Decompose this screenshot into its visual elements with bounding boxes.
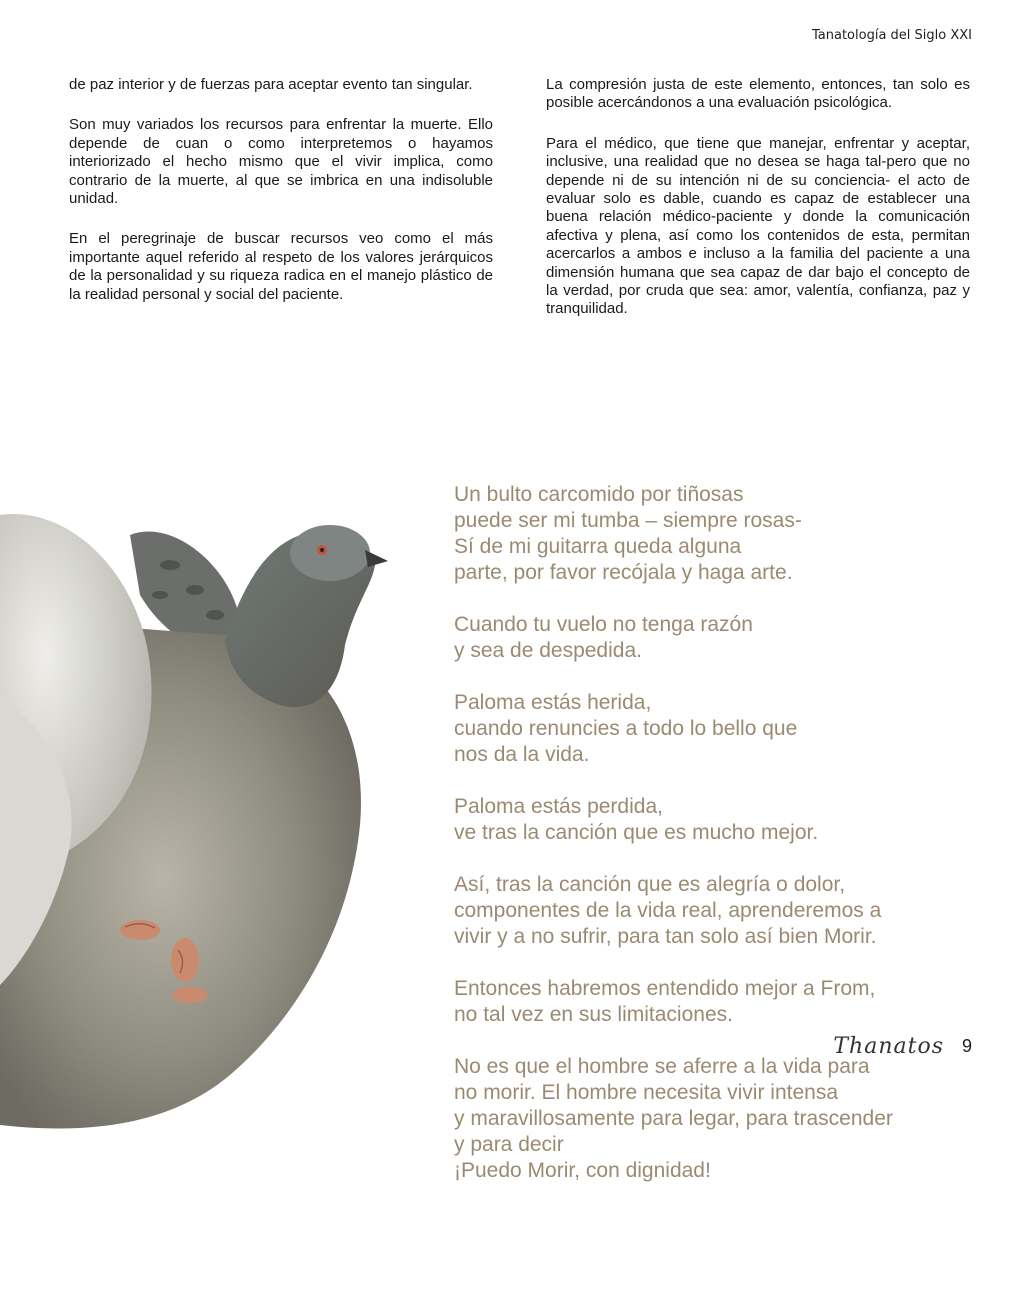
poem-line: vivir y a no sufrir, para tan solo así bien Morir. [454,925,877,948]
poem-line: ve tras la canción que es mucho mejor. [454,821,819,844]
poem-stanza [454,794,994,846]
running-header: Tanatología del Siglo XXI [812,28,972,43]
poem-line: no tal vez en sus limitaciones. [454,1003,733,1026]
poem-line: componentes de la vida real, aprenderemos a [454,899,882,922]
poem-stanza [454,976,994,1028]
poem-line: Así, tras la canción que es alegría o dolor, [454,873,846,896]
poem-stanza [454,482,994,586]
paragraph: Para el médico, que tiene que manejar, enfrentar y aceptar, inclusive, una realidad que no desea se haga tal-pero que no depende ni de su intención ni de su conciencia- el acto de evaluar solo es dable, cuando es capaz de establecer una buena relación médico-paciente y donde la comunicación afectiva y plena, así como los contenidos de esta, permitan acercarlos a ambos e incluso a la familia del paciente a una dimensión humana que sea capaz de dar bajo el concepto de la verdad, por cruda que sea: amor, valentía, confianza, paz y tranquilidad. [546,134,970,318]
paragraph: La compresión justa de este elemento, entonces, tan solo es posible acercándonos a una evaluación psicológica. [546,76,970,112]
pigeon-illustration [0,495,400,1155]
paragraph: En el peregrinaje de buscar recursos veo como el más importante aquel referido al respeto de los valores jerárquicos de la personalidad y su riqueza radica en el manejo plástico de la realidad personal y social del paciente. [69,230,493,303]
poem [454,482,994,1210]
paragraph: de paz interior y de fuerzas para aceptar evento tan singular. [69,76,473,93]
poem-line: Paloma estás herida, [454,691,652,714]
poem-line: Paloma estás perdida, [454,795,663,818]
poem-line: Entonces habremos entendido mejor a From, [454,977,876,1000]
left-column [69,76,493,326]
poem-line: No es que el hombre se aferre a la vida para [454,1055,870,1078]
poem-line: Sí de mi guitarra queda alguna [454,535,742,558]
poem-stanza [454,1054,994,1184]
poem-line: y sea de despedida. [454,639,642,662]
poem-line: puede ser mi tumba – siempre rosas- [454,509,802,532]
poem-line: no morir. El hombre necesita vivir intensa [454,1081,838,1104]
paragraph: Son muy variados los recursos para enfrentar la muerte. Ello depende de cuan o como interpretemos o hayamos interiorizado el hecho mismo que el vivir implica, como contrario de la muerte, al que se imbrica en una indisoluble unidad. [69,116,493,208]
poem-line: ¡Puedo Morir, con dignidad! [454,1159,711,1182]
poem-line: parte, por favor recójala y haga arte. [454,561,793,584]
poem-line: Un bulto carcomido por tiñosas [454,483,744,506]
poem-line: y maravillosamente para legar, para trascender [454,1107,893,1130]
magazine-logo: Thanatos [833,1034,944,1059]
poem-stanza [454,690,994,768]
poem-line: nos da la vida. [454,743,590,766]
poem-line: Cuando tu vuelo no tenga razón [454,613,753,636]
poem-stanza [454,612,994,664]
page-number: 9 [961,1036,972,1056]
poem-line: cuando renuncies a todo lo bello que [454,717,798,740]
poem-stanza [454,872,994,950]
right-column [546,76,970,341]
poem-line: y para decir [454,1133,564,1156]
